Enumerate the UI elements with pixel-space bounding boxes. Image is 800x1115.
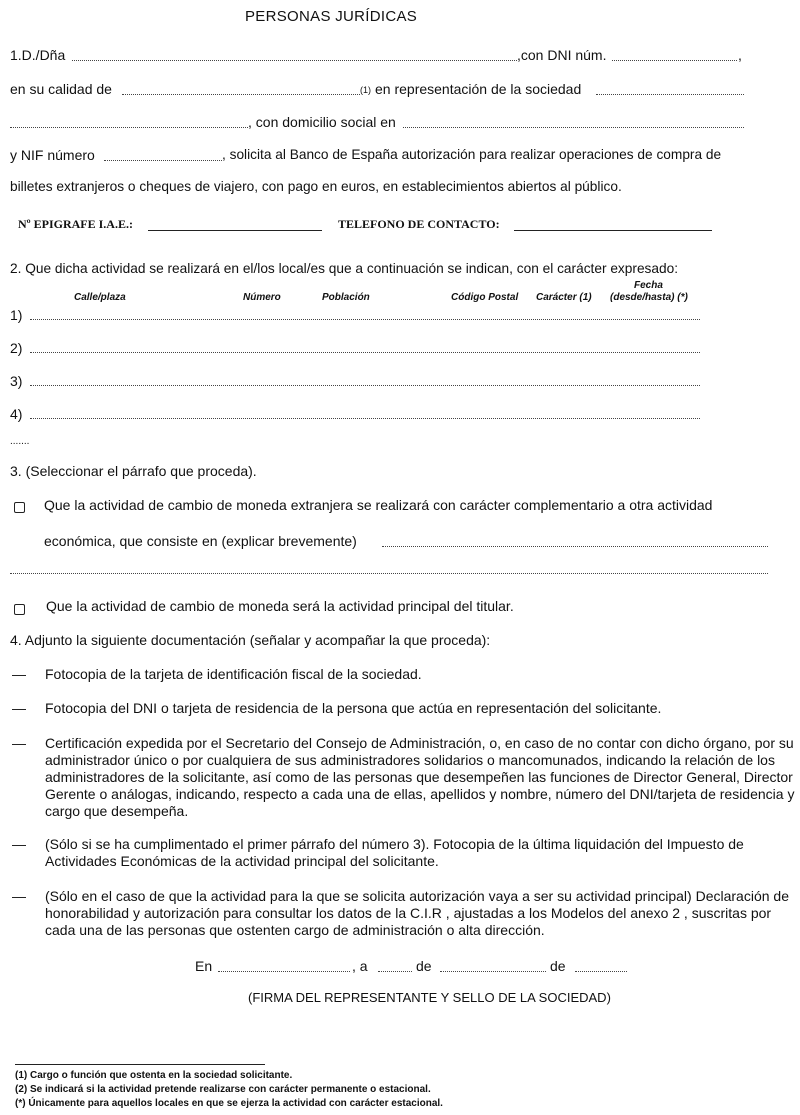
de-label-1: de	[416, 958, 432, 974]
footnote-ref-1: (1)	[360, 85, 371, 95]
doc-item-5-dash: —	[12, 888, 26, 904]
en-label: En	[195, 958, 213, 974]
firma-label: (FIRMA DEL REPRESENTANTE Y SELLO DE LA SOCIEDAD)	[248, 990, 611, 1005]
more-rows: .......	[10, 436, 30, 447]
name-field[interactable]	[72, 60, 517, 61]
dia-field[interactable]	[378, 971, 412, 972]
domicilio-field[interactable]	[403, 127, 744, 128]
doc-item-3: Certificación expedida por el Secretario del Consejo de Administración, o, en caso de no contar con dicho órgano, por su administrador único o por cualquiera de sus administradores solidarios o mancomunados, indicando la relación de los administradores de la solicitante, así como de las personas que desempeñen las funciones de Director General, Director Gerente o análogas, indicando, respecto a cada una de ellas, apellidos y nombre, número del DNI/tarjeta de residencia y cargo que desempeña.	[45, 735, 795, 819]
doc-item-3-dash: —	[12, 735, 26, 751]
col-caracter: Carácter (1)	[536, 292, 592, 303]
telefono-field[interactable]	[514, 230, 712, 231]
sociedad-field-cont[interactable]	[10, 127, 248, 128]
section3-title: 3. (Seleccionar el párrafo que proceda).	[10, 463, 257, 479]
lugar-field[interactable]	[218, 971, 350, 972]
intro-name-label: 1.D./Dña	[10, 47, 66, 63]
actividad-economica-field[interactable]	[382, 546, 768, 547]
section2-text: 2. Que dicha actividad se realizará en el/los local/es que a continuación se indican, con el carácter expresado:	[10, 261, 679, 276]
representacion-label: en representación de la sociedad	[375, 81, 582, 97]
local-row-2-label: 2)	[10, 340, 23, 356]
col-fecha-rango: (desde/hasta) (*)	[610, 292, 688, 303]
calidad-label: en su calidad de	[10, 81, 112, 97]
nif-field[interactable]	[104, 160, 222, 161]
local-row-4-field[interactable]	[30, 418, 700, 419]
doc-item-1: Fotocopia de la tarjeta de identificación fiscal de la sociedad.	[45, 666, 422, 682]
anio-field[interactable]	[575, 971, 627, 972]
page-title: PERSONAS JURÍDICAS	[245, 8, 418, 25]
col-poblacion: Población	[322, 292, 370, 303]
col-fecha: Fecha	[634, 280, 663, 291]
section4-title: 4. Adjunto la siguiente documentación (señalar y acompañar la que proceda):	[10, 632, 491, 648]
domicilio-label: , con domicilio social en	[248, 114, 396, 130]
de-label-2: de	[550, 958, 566, 974]
doc-item-4: (Sólo si se ha cumplimentado el primer párrafo del número 3). Fotocopia de la última liquidación del Impuesto de Actividades Económicas de la actividad principal del solicitante.	[45, 836, 744, 869]
local-row-1-field[interactable]	[30, 319, 700, 320]
col-numero: Número	[243, 292, 281, 303]
doc-item-4-dash: —	[12, 836, 26, 852]
col-calle: Calle/plaza	[74, 292, 126, 303]
footnote-2: (2) Se indicará si la actividad pretende realizarse con carácter permanente o estacional.	[15, 1084, 431, 1095]
calidad-field[interactable]	[122, 94, 360, 95]
sociedad-field[interactable]	[596, 94, 744, 95]
epigrafe-field[interactable]	[148, 230, 322, 231]
local-row-1-label: 1)	[10, 307, 23, 323]
local-row-3-field[interactable]	[30, 385, 700, 386]
local-row-3-label: 3)	[10, 373, 23, 389]
local-row-2-field[interactable]	[30, 352, 700, 353]
doc-item-2: Fotocopia del DNI o tarjeta de residencia de la persona que actúa en representación del solicitante.	[45, 700, 662, 716]
col-codigo-postal: Código Postal	[451, 292, 519, 303]
intro-dni-label: ,con DNI núm.	[517, 47, 607, 63]
option-complementaria-checkbox[interactable]	[14, 502, 25, 513]
footnote-1: (1) Cargo o función que ostenta en la sociedad solicitante.	[15, 1070, 293, 1081]
option-complementaria-text-2: económica, que consiste en (explicar brevemente)	[44, 533, 357, 549]
a-label: , a	[352, 958, 368, 974]
option-principal-checkbox[interactable]	[14, 604, 25, 615]
doc-item-1-dash: —	[12, 666, 26, 682]
intro-comma: ,	[738, 47, 742, 63]
dni-field[interactable]	[612, 60, 737, 61]
footnote-3: (*) Únicamente para aquellos locales en que se ejerza la actividad con carácter estacional.	[15, 1098, 443, 1109]
footnote-separator	[15, 1064, 265, 1065]
solicita-text: , solicita al Banco de España autorización para realizar operaciones de compra de	[222, 147, 722, 162]
billetes-text: billetes extranjeros o cheques de viajero, con pago en euros, en establecimientos abiertos al público.	[10, 179, 622, 194]
option-complementaria-text: Que la actividad de cambio de moneda extranjera se realizará con carácter complementario a otra actividad	[44, 497, 713, 513]
option-principal-text: Que la actividad de cambio de moneda será la actividad principal del titular.	[46, 598, 514, 614]
local-row-4-label: 4)	[10, 406, 23, 422]
doc-item-5: (Sólo en el caso de que la actividad para la que se solicita autorización vaya a ser su actividad principal) Declaración de honorabilidad y autorización para consultar los datos de la C.I.R , ajustadas a los Modelos del anexo 2 , suscritas por cada una de las personas que ostenten cargo de administración o alta dirección.	[45, 888, 789, 938]
mes-field[interactable]	[440, 971, 546, 972]
nif-label: y NIF número	[10, 147, 95, 163]
actividad-economica-field-2[interactable]	[10, 573, 768, 574]
telefono-label: TELEFONO DE CONTACTO:	[338, 217, 500, 231]
epigrafe-label: Nº EPIGRAFE I.A.E.:	[18, 217, 133, 231]
doc-item-2-dash: —	[12, 700, 26, 716]
